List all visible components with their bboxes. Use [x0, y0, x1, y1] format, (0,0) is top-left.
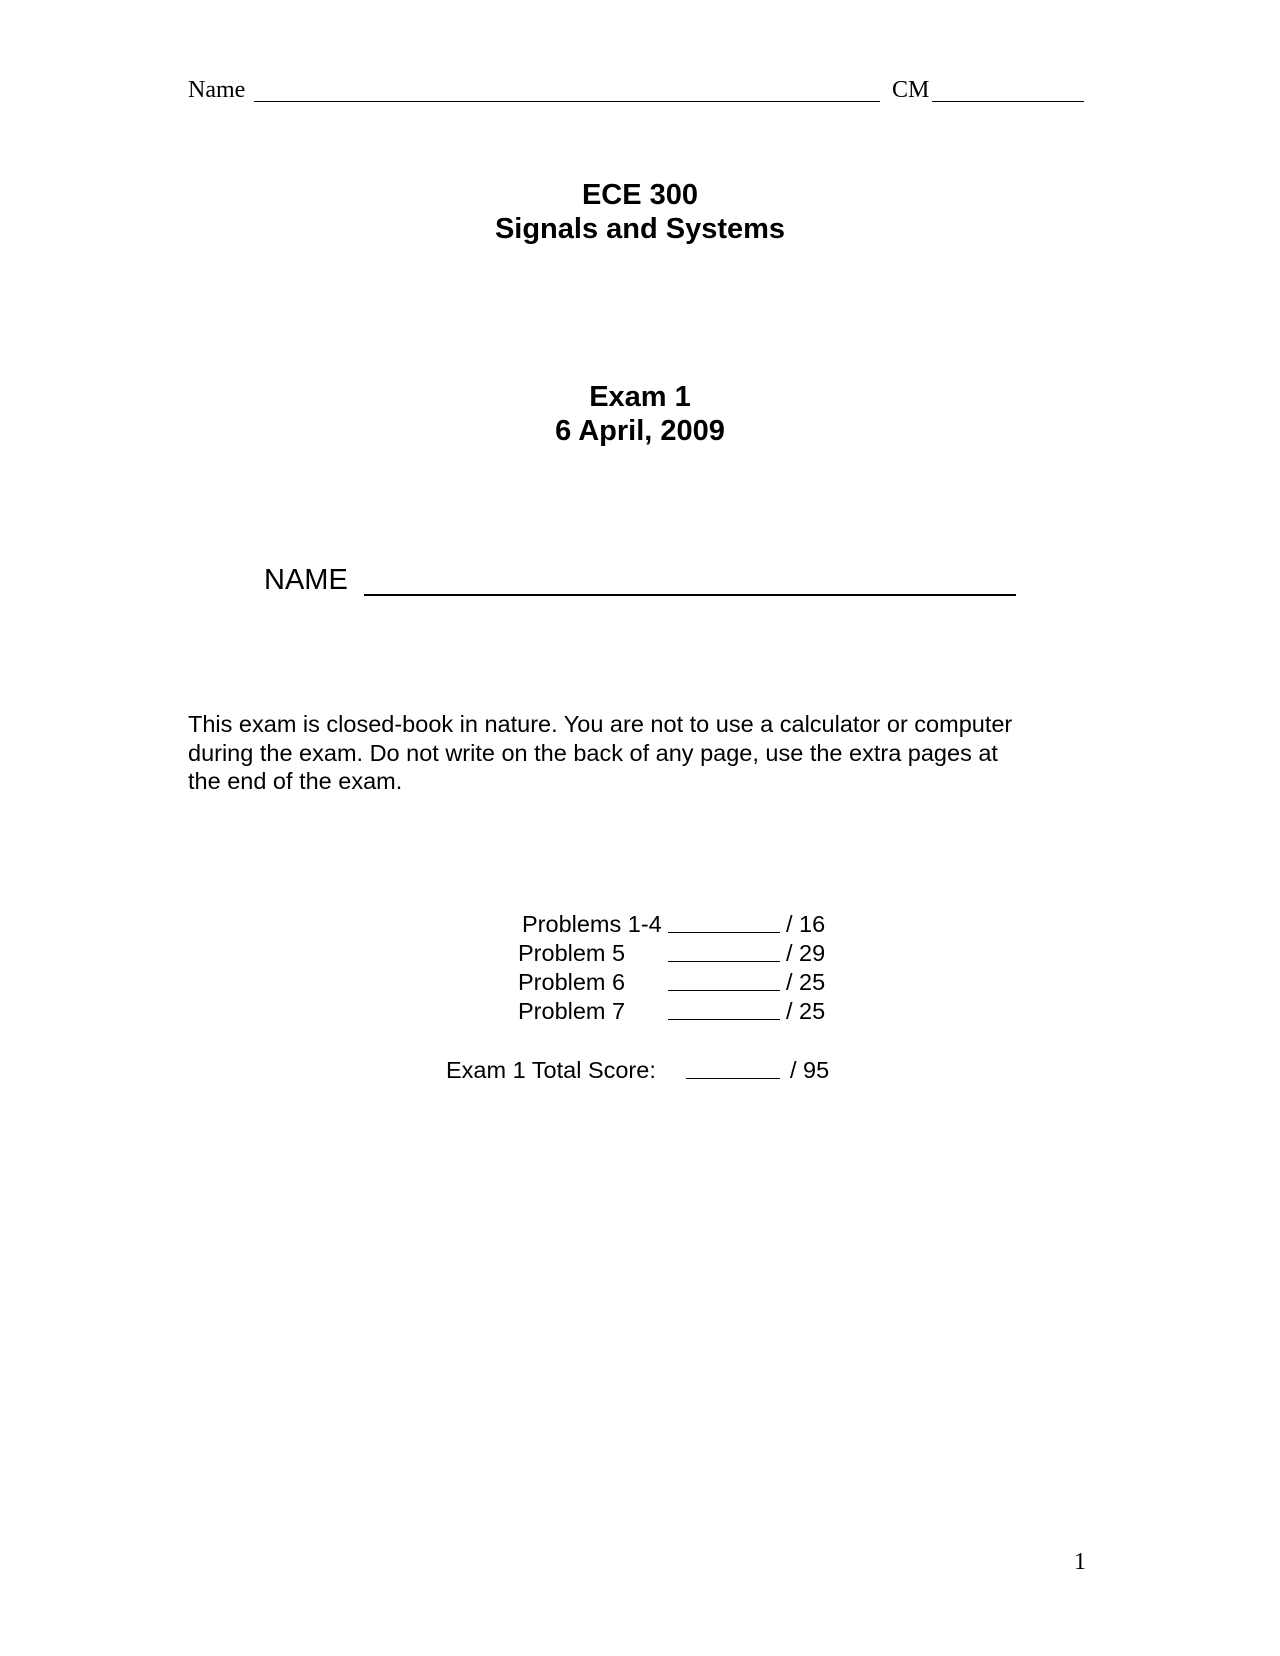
page-number: 1 — [1074, 1549, 1086, 1575]
page-header — [188, 74, 1088, 106]
header-cm-label: CM — [892, 77, 930, 103]
score-table — [0, 910, 1280, 1090]
instructions-line-3: the end of the exam. — [188, 768, 403, 794]
exam-date: 6 April, 2009 — [555, 415, 725, 447]
header-name-field[interactable] — [254, 101, 880, 102]
total-score-label: Exam 1 Total Score: — [446, 1057, 656, 1083]
header-cm-field[interactable] — [932, 101, 1084, 102]
score-field[interactable] — [668, 990, 780, 991]
course-subject: Signals and Systems — [494, 213, 786, 245]
score-row-problem-6 — [0, 968, 1280, 996]
total-score-field[interactable] — [686, 1078, 780, 1079]
score-label: Problem 5 — [518, 940, 626, 966]
score-max: / 25 — [786, 969, 826, 995]
score-label: Problem 6 — [518, 969, 626, 995]
score-row-problems-1-4 — [0, 910, 1280, 938]
course-title — [0, 178, 1280, 246]
score-field[interactable] — [668, 932, 780, 933]
score-row-problem-5 — [0, 939, 1280, 967]
score-row-problem-7 — [0, 997, 1280, 1025]
exam-instructions — [188, 710, 1088, 796]
score-row-total — [0, 1056, 1280, 1084]
score-max: / 16 — [786, 911, 826, 937]
score-max: / 29 — [786, 940, 826, 966]
score-field[interactable] — [668, 1019, 780, 1020]
score-field[interactable] — [668, 961, 780, 962]
header-name-label: Name — [188, 77, 246, 103]
score-max: / 25 — [786, 998, 826, 1024]
course-number: ECE 300 — [581, 179, 699, 211]
exam-title — [0, 380, 1280, 448]
student-name-row — [264, 560, 1024, 600]
score-label: Problem 7 — [518, 998, 626, 1024]
exam-name: Exam 1 — [589, 381, 691, 413]
student-name-field[interactable] — [364, 594, 1016, 596]
score-label: Problems 1-4 — [522, 911, 662, 937]
instructions-line-2: during the exam. Do not write on the back of any page, use the extra pages at — [188, 739, 998, 766]
student-name-label: NAME — [264, 564, 348, 596]
total-score-max: / 95 — [790, 1057, 830, 1083]
instructions-line-1: This exam is closed-book in nature. You are not to use a calculator or computer — [188, 711, 1013, 737]
